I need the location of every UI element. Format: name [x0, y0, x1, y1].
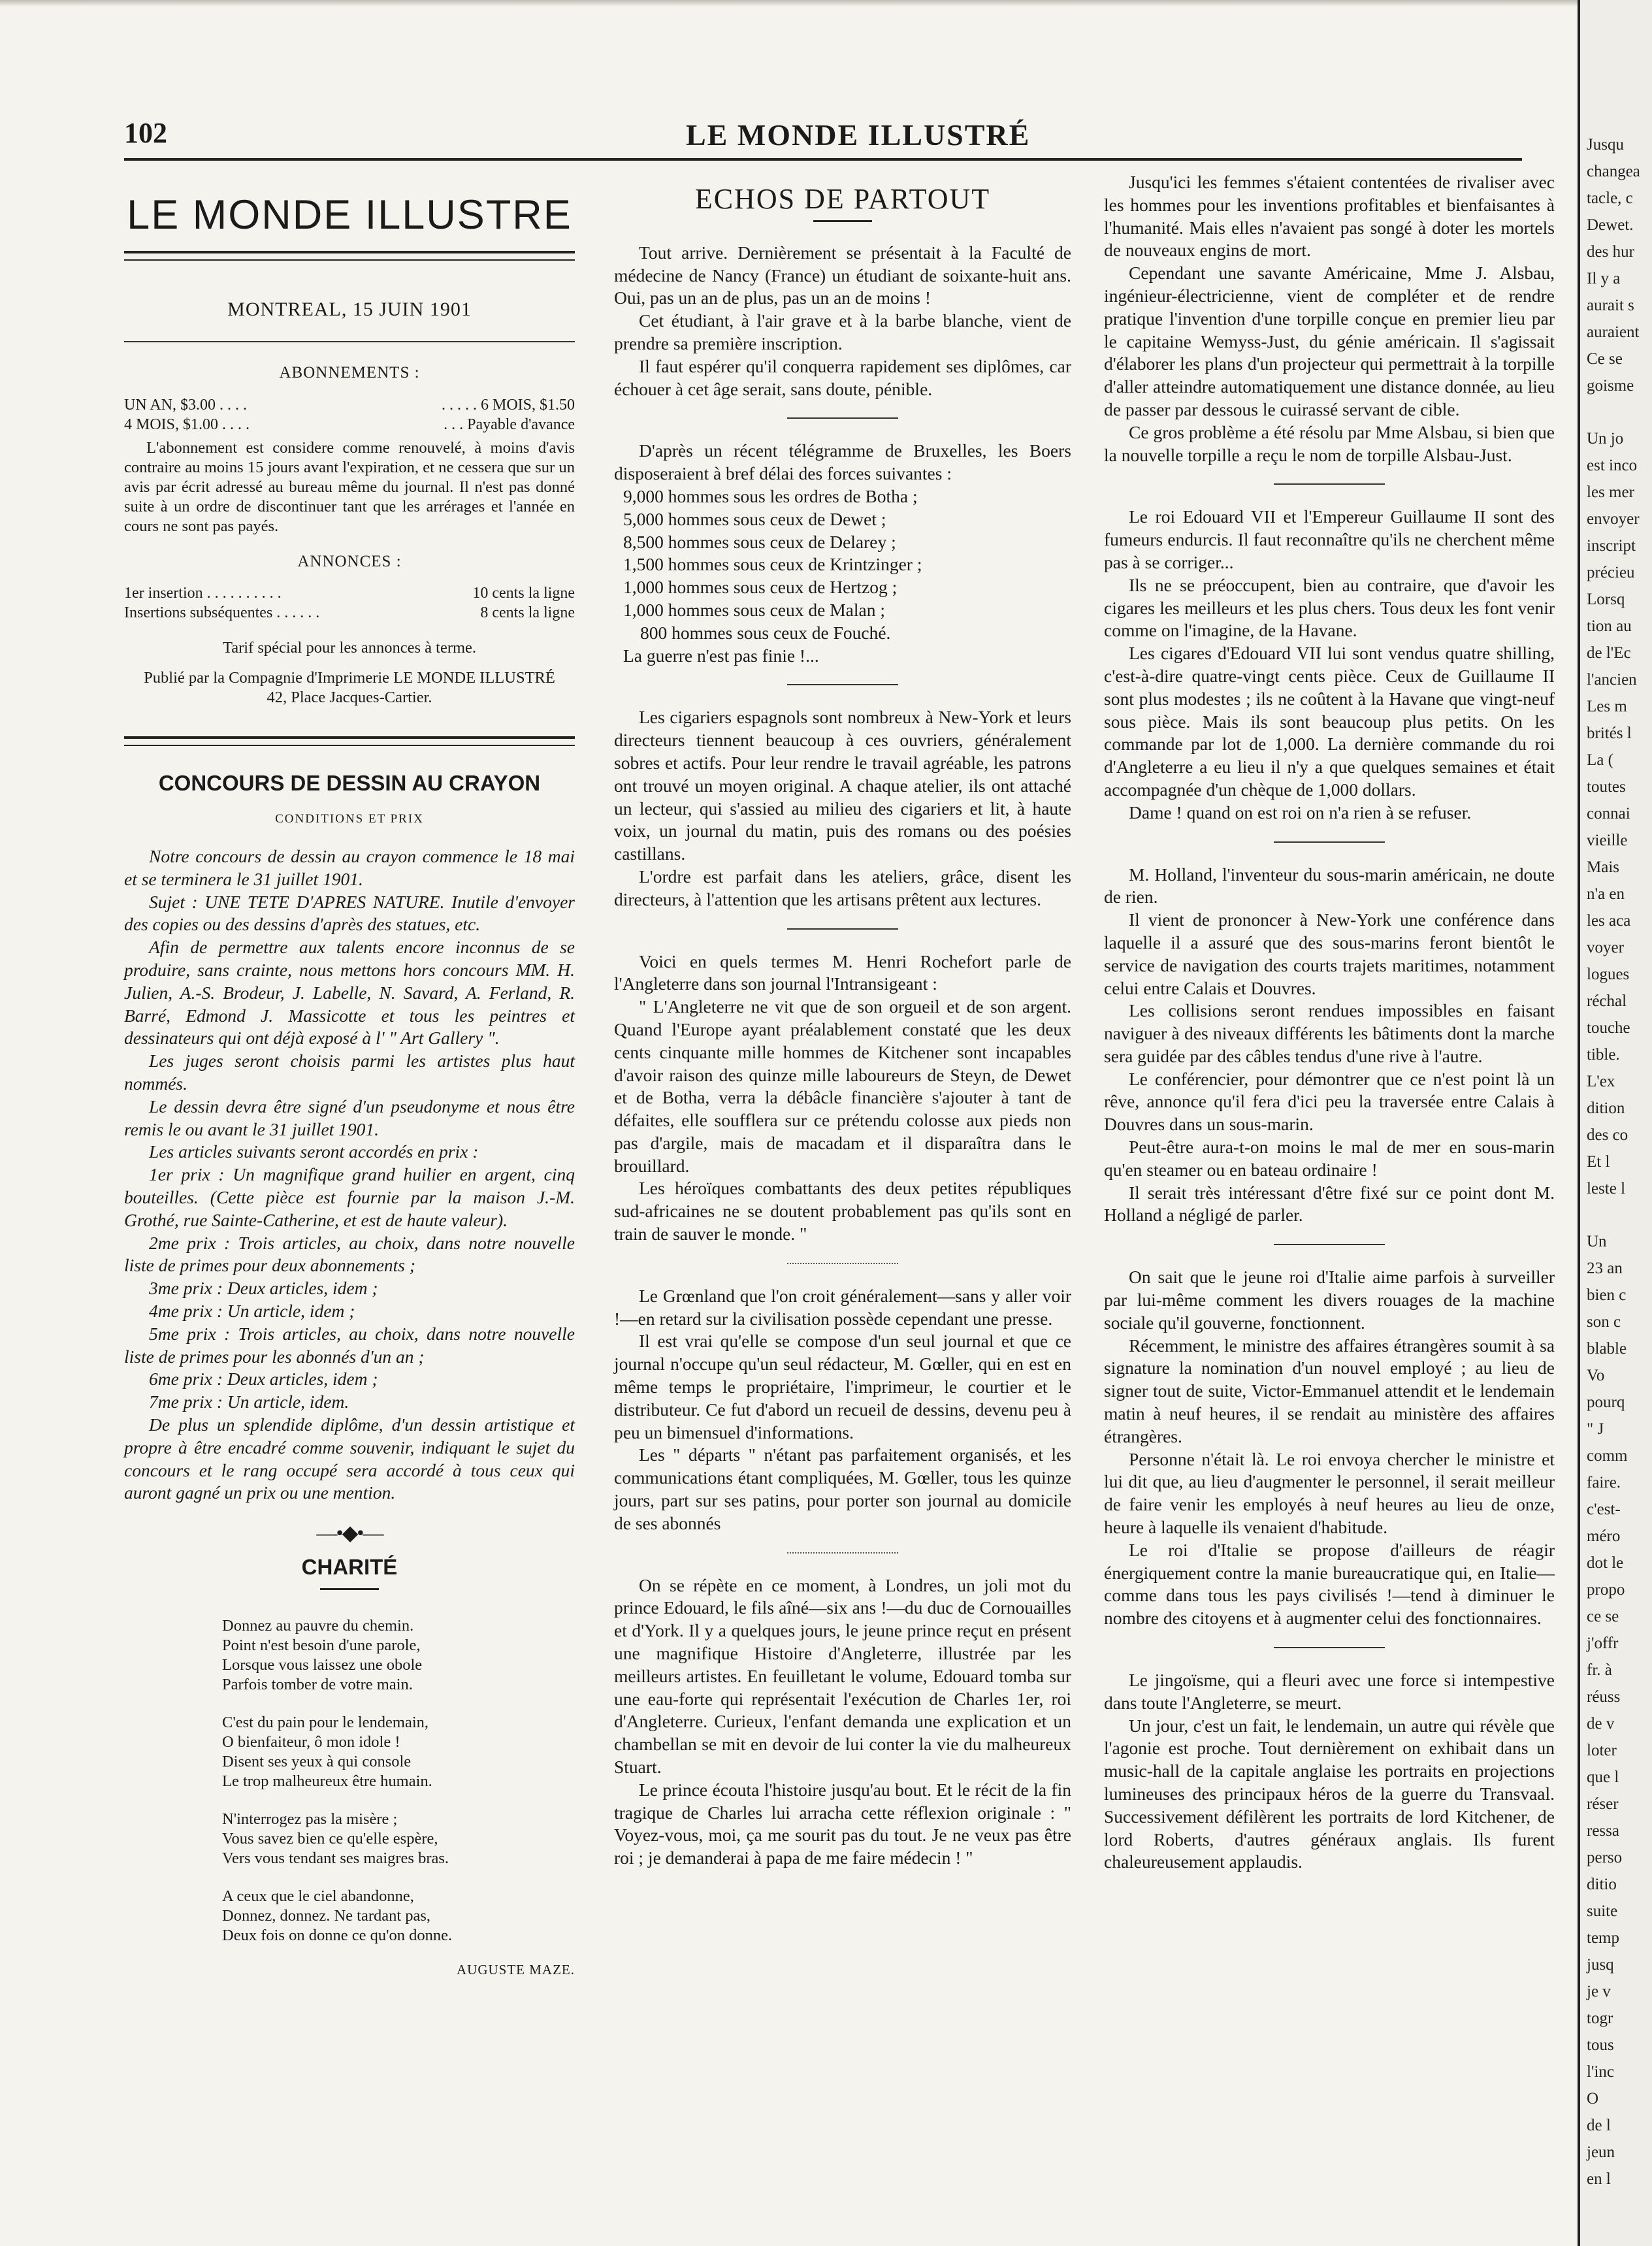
ad-subsequent-insertion: Insertions subséquentes . . . . . .	[124, 604, 320, 622]
echo-paragraph: " L'Angleterre ne vit que de son orgueil et de son argent. Quand l'Europe ayant préalablement constaté que les deux cents cinquante mille hommes de Kitchener sont incapables d'avoir raison des quinze mille laboureurs de Steyn, de Dewet et de Botha, verra la débâcle financière s'ajouter à tant de défaites, elle soufflera sur ce prétendu colosse aux pieds non pas d'argile, mais de macadam et il disparaîtra dans le brouillard.	[614, 996, 1071, 1176]
column-masthead	[124, 171, 575, 1981]
adjacent-page-fragment: voyer	[1587, 939, 1624, 956]
adjacent-page-fragment: leste l	[1587, 1180, 1626, 1197]
contest-prize: 3me prix : Deux articles, idem ;	[149, 1278, 378, 1299]
adjacent-page-fragment: toutes	[1587, 778, 1626, 796]
column-echos-continued	[1104, 171, 1555, 1874]
echo-paragraph: Le prince écouta l'histoire jusqu'au bout. Et le récit de la fin tragique de Charles lui arracha cette réflexion originale : " Voyez-vous, moi, ça me sourit pas du tout. Je ne veux pas être roi ; je demanderai à papa de me faire médecin ! "	[614, 1779, 1071, 1868]
list-item: 1,000 hommes sous ceux de Hertzog ;	[623, 577, 898, 598]
subscription-rates	[124, 395, 575, 434]
poem-author: AUGUSTE MAZE.	[457, 1961, 575, 1977]
dateline-rule	[124, 341, 575, 342]
adjacent-page-fragment: blable	[1587, 1340, 1627, 1358]
adjacent-page-fragment: L'ex	[1587, 1073, 1615, 1090]
echo-paragraph: Il faut espérer qu'il conquerra rapidement ses diplômes, car échouer à cet âge serait, sans doute, pénible.	[614, 355, 1071, 399]
adjacent-page-fragment: " J	[1587, 1420, 1604, 1438]
echo-paragraph: On se répète en ce moment, à Londres, un joli mot du prince Edouard, le fils aîné—six ans !—du duc de Cornouailles et d'York. Il y a quelques jours, le jeune prince reçut en présent une magnifique Histoire d'Angleterre, illustrée par les meilleurs artistes. En feuilletant le volume, Edouard tomba sur une eau-forte qui représentait l'exécution de Charles 1er, roi d'Angleterre. Curieux, l'enfant demanda une explication et un chambellan se mit en devoir de lui conter la vie du malheureux Stuart.	[614, 1574, 1071, 1778]
adjacent-page-fragment: l'inc	[1587, 2063, 1614, 2081]
adjacent-page-fragment: auraient	[1587, 323, 1640, 341]
echo-paragraph: Récemment, le ministre des affaires étrangères soumit à sa signature la nomination d'un nouvel employé ; au lieu de signer tout de suite, Victor-Emmanuel attendit et le lendemain matin à neuf heures, il se rendait au ministère des affaires étrangères.	[1104, 1335, 1555, 1446]
contest-prize: 2me prix : Trois articles, au choix, dans notre nouvelle liste de primes pour deux abonnements ;	[124, 1232, 575, 1276]
echo-paragraph: Le jingoïsme, qui a fleuri avec une force si intempestive dans toute l'Angleterre, se meurt.	[1104, 1670, 1555, 1713]
contest-paragraph: De plus un splendide diplôme, d'un dessin artistique et propre à être encadré comme souvenir, indiquant le sujet du concours et le rang occupé sera accordé à tous ceux qui auront gagné un prix ou une mention.	[124, 1414, 575, 1503]
adjacent-page-fragment: connai	[1587, 805, 1630, 822]
poem-title: CHARITÉ	[301, 1554, 398, 1579]
adjacent-page-fragment: 23 an	[1587, 1260, 1623, 1277]
echo-paragraph: Peut-être aura-t-on moins le mal de mer en sous-marin qu'en steamer ou en bateau ordinaire !	[1104, 1137, 1555, 1180]
adjacent-page-fragment: vieille	[1587, 832, 1628, 849]
adjacent-page-fragment: réuss	[1587, 1688, 1621, 1706]
adjacent-page-fragment: Et l	[1587, 1153, 1610, 1171]
echo-paragraph: Un jour, c'est un fait, le lendemain, un autre qui révèle que l'agonie est proche. Tout dernièrement on exhibait dans un music-hall de la capitale anglaise les portraits en projections lumineuses des principaux héros de la guerre du Transvaal. Successivement défilèrent les portraits de lord Kitchener, de lord Roberts, d'autres généraux anglais. Ils furent chaleureusement applaudis.	[1104, 1715, 1555, 1872]
contest-prize: 5me prix : Trois articles, au choix, dans notre nouvelle liste de primes pour les abonnés d'un an ;	[124, 1323, 575, 1367]
running-title: LE MONDE ILLUSTRÉ	[686, 118, 1031, 152]
item-separator	[1274, 1647, 1385, 1648]
echo-paragraph: Le conférencier, pour démontrer que ce n'est point là un rêve, annonce qu'il fera d'ici peu la traversée entre Calais à Douvres dans un sous-marin.	[1104, 1068, 1555, 1135]
list-item: 1,500 hommes sous ceux de Krintzinger ;	[623, 554, 922, 575]
contest-prize: 1er prix : Un magnifique grand huilier en argent, cinq bouteilles. (Cette pièce est fournie par la maison J.-M. Grothé, rue Sainte-Catherine, et est de haute valeur).	[124, 1164, 575, 1230]
page-number: 102	[124, 117, 167, 149]
contest-paragraph: Les articles suivants seront accordés en prix :	[149, 1141, 479, 1162]
adjacent-page-fragment: togr	[1587, 2010, 1613, 2027]
echo-paragraph: Tout arrive. Dernièrement se présentait à la Faculté de médecine de Nancy (France) un étudiant de soixante-huit ans. Oui, pas un an de plus, pas un an de moins !	[614, 242, 1071, 308]
poem-line: A ceux que le ciel abandonne,	[222, 1887, 414, 1905]
dateline: MONTREAL, 15 JUIN 1901	[227, 299, 472, 320]
adjacent-page-fragment: La (	[1587, 751, 1613, 769]
adjacent-page-fragment: l'ancien	[1587, 671, 1637, 689]
echo-paragraph: Il est vrai qu'elle se compose d'un seul journal et que ce journal n'occupe qu'un seul rédacteur, M. Gœller, qui en est en même temps le propriétaire, l'imprimeur, le courtier et le distributeur. Ce fut d'abord un recueil de dessins, devenu peu à peu un bimensuel d'informations.	[614, 1331, 1071, 1442]
echo-paragraph: D'après un récent télégramme de Bruxelles, les Boers disposeraient à bref délai des forces suivantes :	[614, 440, 1071, 484]
adjacent-page-fragment: n'a en	[1587, 885, 1625, 903]
item-separator	[1274, 483, 1385, 485]
adjacent-page-fragment: logues	[1587, 966, 1630, 983]
contest-subtitle: CONDITIONS ET PRIX	[275, 812, 424, 826]
rate-one-year: UN AN, $3.00 . . . .	[124, 396, 248, 414]
item-separator	[787, 417, 898, 419]
contest-prize: 4me prix : Un article, idem ;	[149, 1300, 355, 1321]
ads-heading: ANNONCES :	[297, 552, 402, 570]
boer-forces-list	[623, 485, 1071, 645]
echo-paragraph: Il serait très intéressant d'être fixé sur ce point dont M. Holland a négligé de parler.	[1104, 1182, 1555, 1226]
adjacent-page-fragment: tous	[1587, 2036, 1614, 2054]
adjacent-page-fragment: touche	[1587, 1019, 1630, 1037]
poem-line: Vous savez bien ce qu'elle espère,	[222, 1829, 438, 1847]
contest-prize: 6me prix : Deux articles, idem ;	[149, 1369, 378, 1390]
list-item: 9,000 hommes sous les ordres de Botha ;	[623, 485, 918, 506]
poem-line: Le trop malheureux être humain.	[222, 1772, 432, 1790]
adjacent-page-fragment: c'est-	[1587, 1501, 1621, 1518]
item-separator	[1274, 1244, 1385, 1245]
adjacent-page-fragment: méro	[1587, 1527, 1621, 1545]
page-top-edge	[0, 0, 1652, 7]
adjacent-page-fragment: comm	[1587, 1447, 1628, 1465]
adjacent-page-fragment: jeun	[1587, 2143, 1615, 2161]
poem-stanza	[222, 1887, 575, 1945]
echo-paragraph: Les collisions seront rendues impossibles en faisant naviguer à des niveaux différents les bâtiments dont la marche sera guidée par des câbles tendus d'une rive à l'autre.	[1104, 1000, 1555, 1066]
contest-paragraph: Afin de permettre aux talents encore inconnus de se produire, sans crainte, nous mettons hors concours MM. H. Julien, A.-S. Brodeur, J. Labelle, N. Savard, A. Ferland, R. Barré, Edmond J. Massicotte et tous les peintres et dessinateurs qui ont déjà exposé à l' " Art Gallery ".	[124, 937, 575, 1049]
echo-paragraph: Voici en quels termes M. Henri Rochefort parle de l'Angleterre dans son journal l'Intransigeant :	[614, 951, 1071, 994]
header-rule	[124, 158, 1522, 161]
adjacent-page-fragment: temp	[1587, 1929, 1619, 1947]
item-separator	[787, 1552, 898, 1554]
poem-line: Disent ses yeux à qui console	[222, 1752, 412, 1770]
adjacent-page-fragment: réser	[1587, 1795, 1619, 1813]
tariff-note: Tarif spécial pour les annonces à terme.	[222, 639, 477, 657]
adjacent-page-fragment: les mer	[1587, 483, 1634, 501]
adjacent-page-fragment: Il y a	[1587, 270, 1621, 287]
adjacent-page-fragment: loter	[1587, 1742, 1617, 1759]
adjacent-page-fragment: de v	[1587, 1715, 1615, 1733]
adjacent-page-fragment: tible.	[1587, 1046, 1620, 1064]
section-rule	[124, 736, 575, 746]
adjacent-page-fragment: pourq	[1587, 1393, 1625, 1411]
poem-line: Vers vous tendant ses maigres bras.	[222, 1849, 449, 1867]
publisher-address: 42, Place Jacques-Cartier.	[267, 689, 432, 707]
poem-line: N'interrogez pas la misère ;	[222, 1810, 398, 1828]
echo-paragraph: Cependant une savante Américaine, Mme J. Alsbau, ingénieur-électricienne, vient de compléter et de rendre pratique l'invention d'une torpille conçue en premier lieu par le capitaine Wemyss-Just, du génie américain. Il s'agissait d'élaborer les plans d'un projecteur qui permettrait à la torpille d'aller atteindre automatiquement une distance donnée, au lieu de passer par dessous le cuirassé servant de cible.	[1104, 263, 1555, 419]
rate-six-months: . . . . . 6 MOIS, $1.50	[441, 396, 575, 414]
adjacent-page-fragment: Ce se	[1587, 350, 1623, 368]
ad-first-price: 10 cents la ligne	[472, 585, 575, 602]
echo-paragraph: Les héroïques combattants des deux petites républiques sud-africaines ne se doutent probablement pas qu'ils sont en train de sauver le monde. "	[614, 1178, 1071, 1245]
contest-body	[124, 845, 575, 1505]
adjacent-page-fragment: jusq	[1587, 1956, 1614, 1974]
echo-paragraph: Les " départs " n'étant pas parfaitement organisés, et les communications étant compliquées, M. Gœller, tous les quinze jours, part sur ses patins, pour porter son journal au domicile de ses abonnés	[614, 1444, 1071, 1533]
contest-paragraph: Notre concours de dessin au crayon commence le 18 mai et se terminera le 31 juillet 1901.	[124, 845, 575, 889]
poem-title-rule	[320, 1588, 379, 1590]
poem-stanza	[222, 1810, 575, 1868]
poem-line: Donnez au pauvre du chemin.	[222, 1616, 414, 1635]
adjacent-page-fragment: goisme	[1587, 377, 1634, 395]
adjacent-page-fragment: Un	[1587, 1233, 1607, 1250]
list-item: 5,000 hommes sous ceux de Dewet ;	[623, 508, 886, 529]
echo-paragraph: Jusqu'ici les femmes s'étaient contentées de rivaliser avec les hommes pour les inventions profitables et bienfaisantes à l'humanité. Mais elles n'avaient pas songé à doter les mortels de nouveaux engins de mort.	[1104, 172, 1555, 261]
adjacent-page-fragment: ce se	[1587, 1608, 1619, 1625]
adjacent-page-fragment: suite	[1587, 1902, 1618, 1920]
adjacent-page-fragment: fr. à	[1587, 1661, 1612, 1679]
poem-stanza	[222, 1616, 575, 1695]
adjacent-page-fragment: dition	[1587, 1099, 1625, 1117]
ornament-divider: —•◆•—	[316, 1521, 383, 1545]
contest-paragraph: Sujet : UNE TETE D'APRES NATURE. Inutile d'envoyer des copies ou des dessins d'après des statues, etc.	[124, 891, 575, 935]
adjacent-page-fragment: tion au	[1587, 617, 1632, 635]
poem-line: O bienfaiteur, ô mon idole !	[222, 1733, 400, 1751]
contest-prize: 7me prix : Un article, idem.	[149, 1392, 349, 1412]
echo-paragraph: Ils ne se préoccupent, bien au contraire, que d'avoir les cigares les meilleurs et les plus chers. Tous deux les font venir comme on l'imagine, de la Havane.	[1104, 574, 1555, 641]
echo-paragraph: Les cigariers espagnols sont nombreux à New-York et leurs directeurs tiennent beaucoup à ces ouvriers, généralement sobres et actifs. Pour leur rendre le travail agréable, les patrons ont trouvé un moyen original. A chaque atelier, ils ont attaché un lecteur, qui s'assied au milieu des cigariers et lit, à haute voix, un journal du matin, puis des romans ou des poésies castillans.	[614, 707, 1071, 864]
item-separator	[787, 1263, 898, 1264]
echo-paragraph: M. Holland, l'inventeur du sous-marin américain, ne doute de rien.	[1104, 864, 1555, 907]
adjacent-page-fragment: des co	[1587, 1126, 1628, 1144]
echo-paragraph: Dame ! quand on est roi on n'a rien à se refuser.	[1129, 802, 1472, 822]
ad-first-insertion: 1er insertion . . . . . . . . . .	[124, 585, 282, 602]
adjacent-page-fragment: de l	[1587, 2117, 1611, 2134]
echo-paragraph: Il vient de prononcer à New-York une conférence dans laquelle il a assuré que des sous-marins feront bientôt le service de navigation des courts trajets maritimes, notamment celui entre Calais et Douvres.	[1104, 909, 1555, 998]
adjacent-page-fragment: des hur	[1587, 243, 1634, 261]
contest-title: CONCOURS DE DESSIN AU CRAYON	[158, 771, 541, 796]
item-separator	[787, 928, 898, 930]
masthead-rule	[124, 251, 575, 261]
adjacent-page-fragment: perso	[1587, 1849, 1623, 1866]
adjacent-page-fragment: je v	[1587, 1983, 1611, 2000]
adjacent-page-fragment: Dewet.	[1587, 216, 1634, 234]
adjacent-page-fragment: changea	[1587, 163, 1640, 180]
echo-paragraph: On sait que le jeune roi d'Italie aime parfois à surveiller par lui-même comment les divers rouages de la machine sociale qu'il gouverne, fonctionnent.	[1104, 1267, 1555, 1333]
adjacent-page-fragment: O	[1587, 2090, 1599, 2108]
poem-line: Donnez, donnez. Ne tardant pas,	[222, 1906, 431, 1925]
poem-body	[222, 1616, 575, 1945]
echo-paragraph: Les cigares d'Edouard VII lui sont vendus quatre shilling, c'est-à-dire quatre-vingt cents pièce. Ceux de Guillaume II sont plus modestes ; ils ne coûtent à la Havane que vingt-neuf sous pièce. Mais ils sont beaucoup plus petits. On les commande par lot de 1,000. La dernière commande du roi d'Angleterre a eu lieu il n'y a que quelques semaines et était accompagnée d'un chèque de 1,000 dollars.	[1104, 643, 1555, 800]
adjacent-page-fragment: précieu	[1587, 564, 1635, 581]
adjacent-page-fragment: Un jo	[1587, 430, 1624, 448]
adjacent-page-fragment: propo	[1587, 1581, 1625, 1599]
item-separator	[787, 684, 898, 685]
adjacent-page-fragment: son c	[1587, 1313, 1621, 1331]
adjacent-page-fragment: inscript	[1587, 537, 1636, 555]
adjacent-page-fragment: est inco	[1587, 457, 1638, 474]
echo-paragraph: Le roi d'Italie se propose d'ailleurs de réagir énergiquement contre la manie bureaucratique qui, en Italie—comme dans tous les pays civilisés !—tend à diminuer le nombre des citoyens et à augmenter celui des fonctionnaires.	[1104, 1539, 1555, 1629]
adjacent-page-edge	[1578, 0, 1652, 2246]
adjacent-page-fragment: réchal	[1587, 992, 1627, 1010]
adjacent-page-fragment: Lorsq	[1587, 591, 1625, 608]
payment-terms: . . . Payable d'avance	[444, 415, 575, 433]
ad-rates	[124, 583, 575, 623]
adjacent-page-fragment: que l	[1587, 1768, 1619, 1786]
echo-paragraph: Personne n'était là. Le roi envoya chercher le ministre et lui dit que, au lieu d'augmenter le personnel, il serait meilleur de faire venir les employés à neuf heures au lieu de onze, heure à laquelle ils venaient d'habitude.	[1104, 1448, 1555, 1538]
adjacent-page-fragment: bien c	[1587, 1286, 1627, 1304]
publisher-line: Publié par la Compagnie d'Imprimerie LE MONDE ILLUSTRÉ	[144, 669, 555, 687]
item-separator	[1274, 841, 1385, 843]
subscriptions-heading: ABONNEMENTS :	[279, 363, 420, 382]
adjacent-page-fragment: tacle, c	[1587, 189, 1633, 207]
rate-four-months: 4 MOIS, $1.00 . . . .	[124, 415, 250, 433]
poem-stanza	[222, 1713, 575, 1791]
echo-paragraph: Cet étudiant, à l'air grave et à la barbe blanche, vient de prendre sa première inscription.	[614, 310, 1071, 353]
echo-paragraph: L'ordre est parfait dans les ateliers, grâce, disent les directeurs, à l'attention que les artisans prêtent aux lectures.	[614, 866, 1071, 909]
adjacent-page-fragment: j'offr	[1587, 1635, 1619, 1652]
poem-line: Lorsque vous laissez une obole	[222, 1655, 423, 1674]
adjacent-page-fragment: envoyer	[1587, 510, 1640, 528]
echo-paragraph: La guerre n'est pas finie !...	[623, 645, 819, 666]
adjacent-page-fragment: Vo	[1587, 1367, 1605, 1384]
adjacent-page-fragment: dot le	[1587, 1554, 1624, 1572]
contest-paragraph: Les juges seront choisis parmi les artistes plus haut nommés.	[124, 1050, 575, 1094]
echos-title-rule	[813, 220, 872, 222]
poem-line: Point n'est besoin d'une parole,	[222, 1636, 421, 1654]
adjacent-page-fragment: ditio	[1587, 1876, 1617, 1893]
column-echos	[614, 171, 1071, 1870]
contest-paragraph: Le dessin devra être signé d'un pseudonyme et nous être remis le ou avant le 31 juillet 1901.	[124, 1096, 575, 1139]
echo-paragraph: Ce gros problème a été résolu par Mme Alsbau, si bien que la nouvelle torpille a reçu le nom de torpille Alsbau-Just.	[1104, 421, 1555, 465]
adjacent-page-fragment: aurait s	[1587, 297, 1634, 314]
subscription-notice: L'abonnement est considere comme renouvelé, à moins d'avis contraire au moins 15 jours avant l'expiration, et ne cessera que sur un avis par écrit adressé au bureau même du journal. Il n'est pas donné suite à un ordre de discontinuer tant que les arrérages et l'année en cours ne sont pas payés.	[124, 438, 575, 535]
echo-paragraph: Le Grœnland que l'on croit généralement—sans y aller voir !—en retard sur la civilisation possède cependant une presse.	[614, 1285, 1071, 1329]
list-item: 8,500 hommes sous ceux de Delarey ;	[623, 531, 896, 552]
adjacent-page-fragment: brités l	[1587, 724, 1632, 742]
poem-line: C'est du pain pour le lendemain,	[222, 1713, 429, 1731]
poem-line: Deux fois on donne ce qu'on donne.	[222, 1926, 453, 1944]
adjacent-page-fragment: Jusqu	[1587, 136, 1624, 154]
paper-title: LE MONDE ILLUSTRE	[127, 192, 572, 238]
list-item: 800 hommes sous ceux de Fouché.	[640, 622, 891, 643]
list-item: 1,000 hommes sous ceux de Malan ;	[623, 599, 885, 620]
adjacent-page-fragment: ressa	[1587, 1822, 1619, 1840]
poem-line: Parfois tomber de votre main.	[222, 1675, 413, 1693]
echo-paragraph: Le roi Edouard VII et l'Empereur Guillaume II sont des fumeurs endurcis. Il faut reconnaître qu'ils ne cherchent même pas à se corriger...	[1104, 506, 1555, 572]
adjacent-page-fragment: en l	[1587, 2170, 1611, 2188]
adjacent-page-fragment: de l'Ec	[1587, 644, 1631, 662]
ad-subsequent-price: 8 cents la ligne	[480, 604, 575, 622]
adjacent-page-fragment: Les m	[1587, 698, 1627, 715]
echos-title: ECHOS DE PARTOUT	[694, 183, 991, 215]
adjacent-page-fragment: Mais	[1587, 858, 1619, 876]
adjacent-page-fragment: faire.	[1587, 1474, 1621, 1491]
adjacent-page-fragment: les aca	[1587, 912, 1631, 930]
